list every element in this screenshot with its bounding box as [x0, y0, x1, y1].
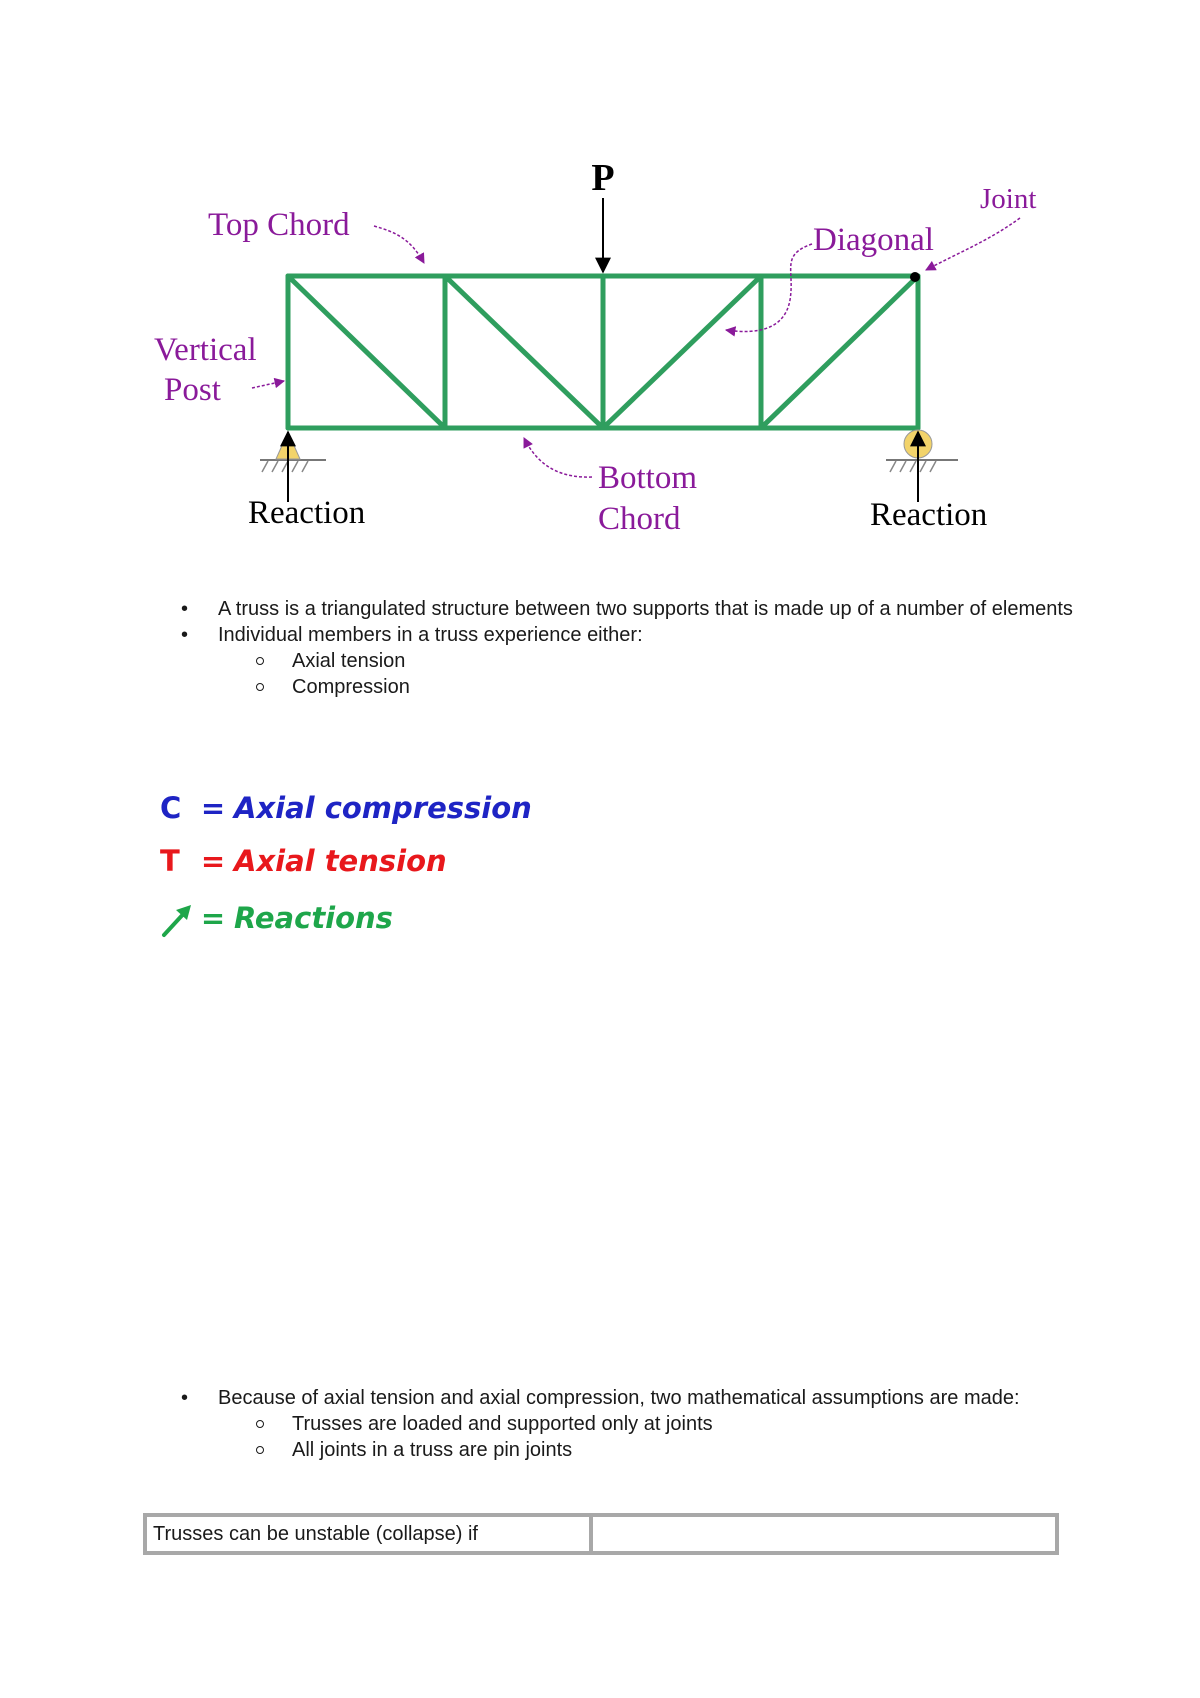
bottom-chord-label-line1: Bottom [598, 460, 698, 496]
vertical-post-pointer [252, 381, 284, 388]
list-item-text: A truss is a triangulated structure between two supports that is made up of a number of elements [218, 598, 1073, 620]
diagonal-member [445, 276, 603, 428]
legend-row-reactions [160, 900, 393, 936]
sub-list [218, 648, 1076, 700]
diagonal-label: Diagonal [813, 222, 934, 258]
list-item [176, 596, 1076, 622]
assumptions-bullet-list [176, 1385, 1076, 1463]
table-cell-answer[interactable] [592, 1516, 1056, 1552]
intro-bullet-list [176, 596, 1076, 700]
sub-list-item [218, 1411, 1076, 1437]
vertical-post-label-line2: Post [164, 372, 221, 408]
legend-equals: = [200, 844, 226, 878]
sub-list [218, 1411, 1076, 1463]
diagonal-member [761, 276, 918, 428]
joint-dot [910, 272, 920, 282]
sub-list-item [218, 1437, 1076, 1463]
right-support [886, 430, 958, 472]
diagonal-member [603, 276, 761, 428]
list-item [176, 622, 1076, 700]
sub-list-item [218, 674, 1076, 700]
bottom-chord-label-line2: Chord [598, 501, 681, 537]
joint-pointer [926, 218, 1020, 270]
legend-symbol-t: T [160, 844, 180, 878]
left-reaction-label: Reaction [248, 495, 366, 531]
top-chord-label: Top Chord [208, 207, 350, 243]
unstable-truss-table [143, 1513, 1059, 1555]
sub-list-item-text: All joints in a truss are pin joints [292, 1439, 573, 1461]
list-item-text: Because of axial tension and axial compression, two mathematical assumptions are made: [218, 1387, 1020, 1409]
list-item-text: Individual members in a truss experience either: [218, 624, 643, 646]
truss-members [288, 276, 918, 428]
load-label: P [591, 157, 615, 199]
diagonal-member [288, 276, 445, 428]
diagonal-pointer [726, 244, 812, 331]
legend-label-compression: Axial compression [234, 791, 532, 825]
legend-row-compression [160, 790, 532, 826]
sub-list-item-text: Axial tension [292, 650, 406, 672]
right-reaction-label: Reaction [870, 497, 988, 533]
list-item [176, 1385, 1076, 1463]
sub-list-item-text: Compression [292, 676, 410, 698]
legend-row-tension [160, 843, 447, 879]
sub-list-item [218, 648, 1076, 674]
joint-label: Joint [980, 183, 1037, 215]
green-arrow-icon [160, 900, 198, 938]
sub-list-item-text: Trusses are loaded and supported only at joints [292, 1413, 713, 1435]
legend-label-tension: Axial tension [234, 844, 447, 878]
table-cell-prompt: Trusses can be unstable (collapse) if [146, 1516, 592, 1552]
table-row [146, 1516, 1056, 1552]
legend-equals: = [200, 901, 226, 935]
bottom-chord-pointer [524, 438, 592, 477]
top-chord-pointer [374, 226, 424, 263]
left-support [260, 432, 326, 472]
legend-equals: = [200, 791, 226, 825]
vertical-post-label-line1: Vertical [154, 332, 257, 368]
truss-diagram [0, 0, 1200, 560]
legend-label-reactions: Reactions [234, 901, 393, 935]
legend-symbol-c: C [160, 791, 182, 825]
